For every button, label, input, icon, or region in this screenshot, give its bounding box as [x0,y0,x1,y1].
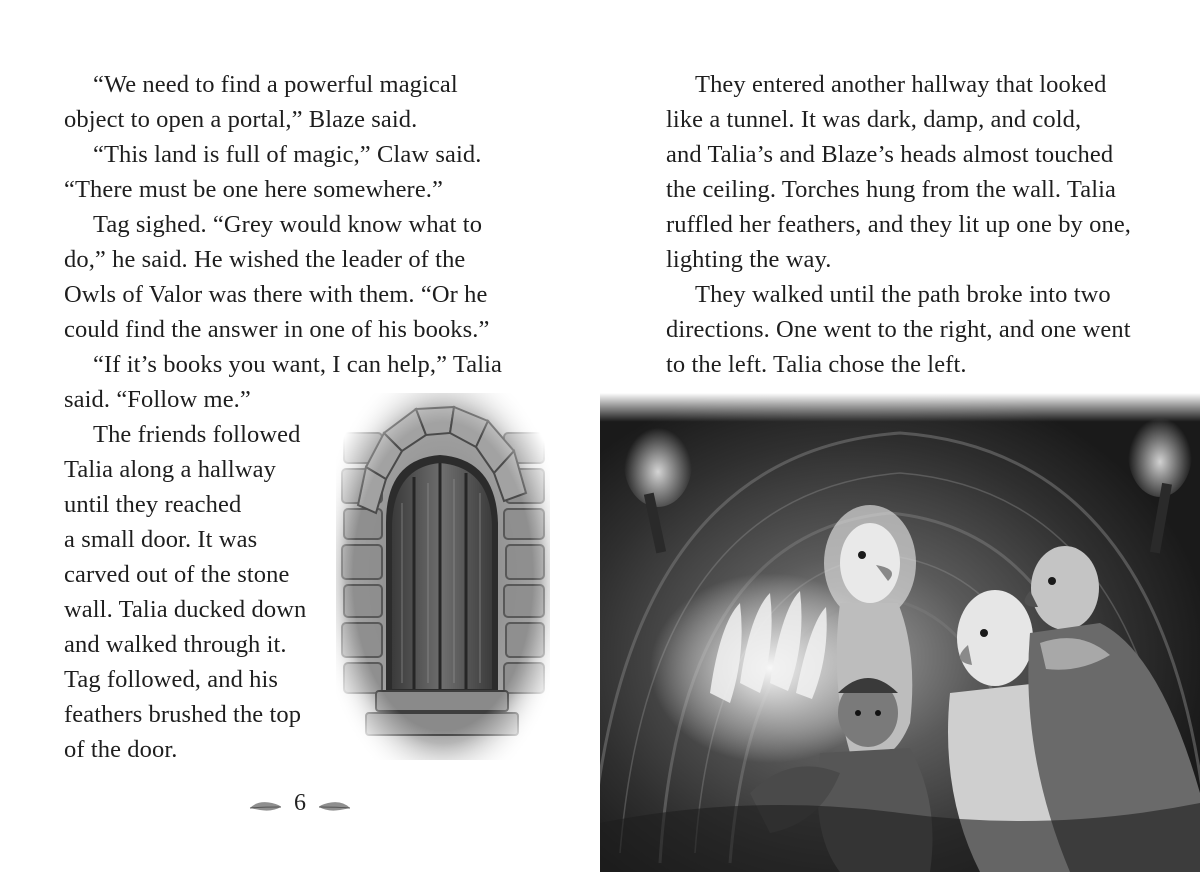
text-line: the ceiling. Torches hung from the wall. Talia [666,176,1116,203]
page-number-footer [244,788,356,824]
text-line: ruffled her feathers, and they lit up one by one, [666,211,1132,238]
text-line: Tag followed, and his [64,666,279,693]
text-line: until they reached [64,491,242,518]
text-line: The friends followed [93,421,301,448]
text-line: carved out of the stone [64,561,290,588]
paragraph-1 [64,67,458,137]
text-line: They walked until the path broke into two [695,281,1111,308]
text-line: could find the answer in one of his books.” [64,316,490,343]
paragraph-3 [64,207,489,347]
page-number: 6 [294,790,306,816]
leaf-ornament-icon [318,798,352,814]
text-line: object to open a portal,” Blaze said. [64,106,418,133]
tunnel-birds-illustration [600,393,1200,872]
text-line: “There must be one here somewhere.” [64,176,443,203]
text-line: like a tunnel. It was dark, damp, and cold, [666,106,1082,133]
right-page [600,0,1200,872]
text-line: of the door. [64,736,178,763]
paragraph-6 [666,67,1131,277]
text-line: Talia along a hallway [64,456,276,483]
text-line: Tag sighed. “Grey would know what to [93,211,483,238]
text-line: “We need to find a powerful magical [93,71,458,98]
text-line: lighting the way. [666,246,832,273]
paragraph-2 [64,137,481,207]
text-line: and Talia’s and Blaze’s heads almost touched [666,141,1114,168]
text-line: and walked through it. [64,631,287,658]
paragraph-7 [666,277,1131,382]
text-line: wall. Talia ducked down [64,596,307,623]
paragraph-5 [64,417,306,767]
stone-door-illustration [336,393,550,760]
text-line: do,” he said. He wished the leader of the [64,246,466,273]
text-line: They entered another hallway that looked [695,71,1107,98]
text-line: “If it’s books you want, I can help,” Talia [93,351,502,378]
text-line: a small door. It was [64,526,258,553]
text-line: said. “Follow me.” [64,386,251,413]
text-line: Owls of Valor was there with them. “Or he [64,281,488,308]
text-line: directions. One went to the right, and one went [666,316,1131,343]
text-line: “This land is full of magic,” Claw said. [93,141,482,168]
text-line: feathers brushed the top [64,701,302,728]
text-line: to the left. Talia chose the left. [666,351,967,378]
